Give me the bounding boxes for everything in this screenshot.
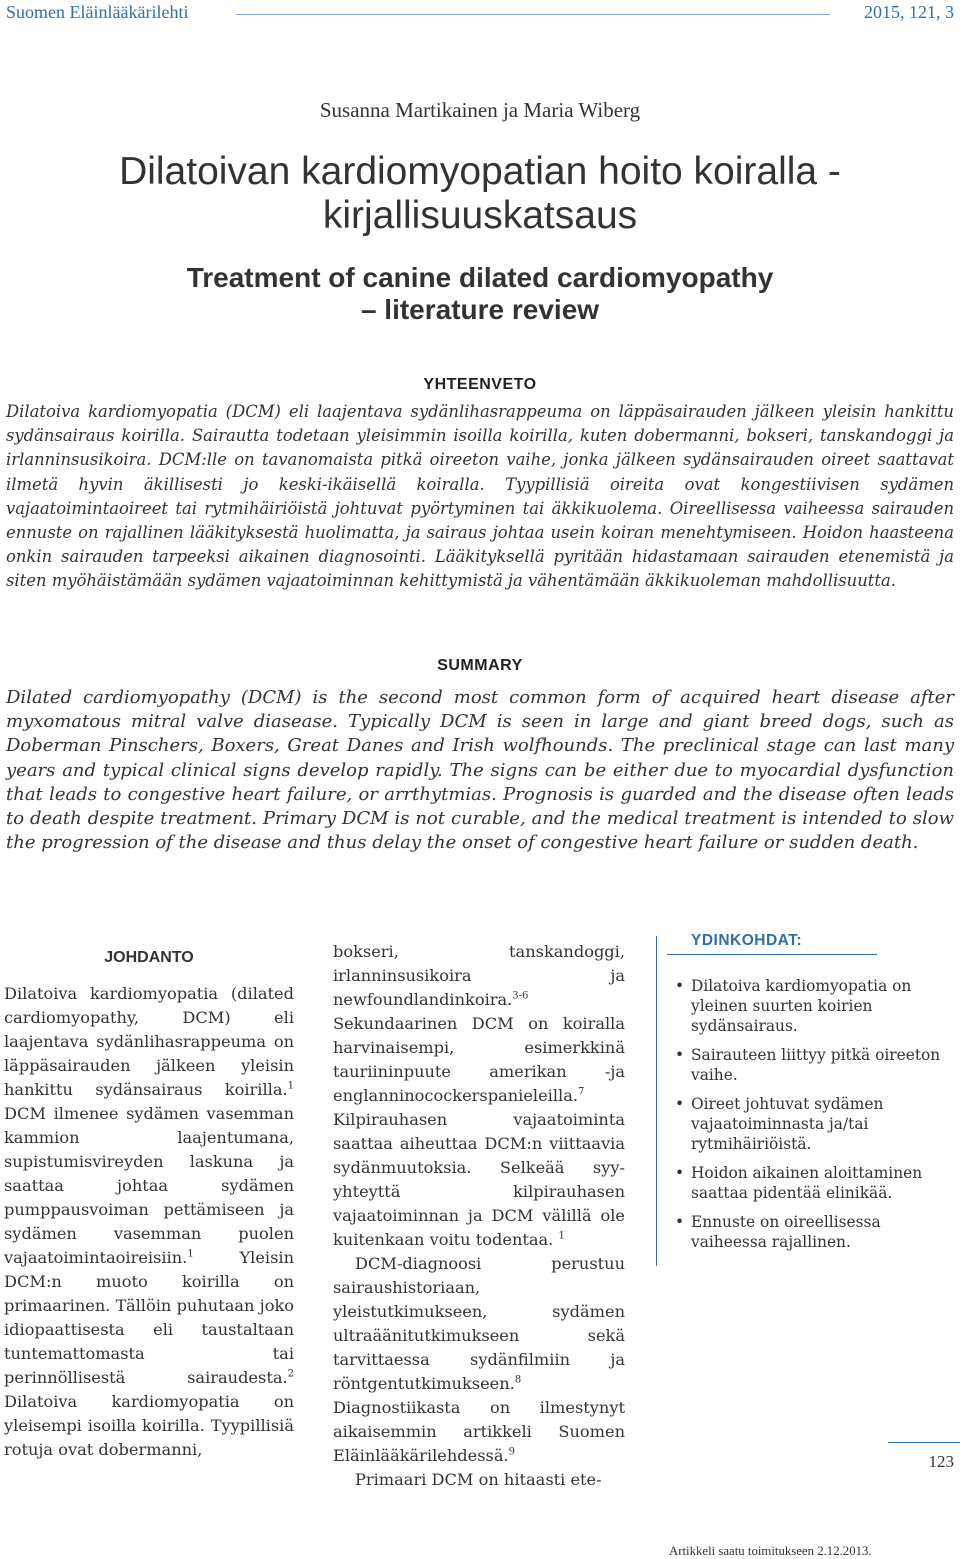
text-run: Diagnostiikasta on ilmestynyt aikaisemmin artikkeli Suomen Eläinlääkärilehdessä. xyxy=(333,1398,625,1465)
header-rule xyxy=(236,14,830,15)
johdanto-paragraph xyxy=(4,982,294,1462)
summary-text: Dilated cardiomyopathy (DCM) is the second most common form of acquired heart disease after myxomatous mitral valve diasease. Typically DCM is seen in large and giant breed dogs, such as Doberman Pinschers, Boxers, Great Danes and Irish wolfhounds. The preclinical stage can last many years and typical clinical signs develop rapidly. The signs can be either due to myocardial dysfunction that leads to congestive heart failure, or arrthytmias. Prognosis is guarded and the disease often leads to death despite treatment. Primary DCM is not curable, and the medical treatment is intended to slow the progression of the disease and thus delay the onset of congestive heart failure or sudden death. xyxy=(6,687,954,854)
text-run: DCM ilmenee sydämen vasemman kammion laajentumana, supistumisvireyden laskuna ja saattaa johtaa sydämen pumppausvoiman pettämiseen ja sydämen vasemman puolen vajaatoimintaoireisiin. xyxy=(4,1104,294,1267)
citation: 1 xyxy=(187,1248,194,1260)
keypoint-item: • Hoidon aikainen aloittaminen saattaa pidentää elinikää. xyxy=(675,1163,947,1203)
title-english-line2: – literature review xyxy=(360,294,600,325)
keypoint-item: • Oireet johtuvat sydämen vajaatoiminnasta ja/tai rytmihäiriöistä. xyxy=(675,1094,947,1154)
keypoint-item: • Sairauteen liittyy pitkä oireeton vaihe. xyxy=(675,1045,947,1085)
journal-name: Suomen Eläinlääkärilehti xyxy=(6,2,189,22)
citation: 8 xyxy=(514,1374,522,1386)
citation: 1 xyxy=(558,1230,565,1242)
title-finnish xyxy=(0,150,960,238)
text-run: Sekundaarinen DCM on koiralla harvinaisempi, esimerkkinä tauriininpuute amerikan -ja englanninocockerspanieleilla. xyxy=(333,1014,625,1105)
keypoints-heading: YDINKOHDAT: xyxy=(691,932,803,949)
keypoints-list xyxy=(675,976,947,1261)
title-finnish-text: Dilatoivan kardiomyopatian hoito koiralla - kirjallisuuskatsaus xyxy=(119,150,841,237)
johdanto-column xyxy=(4,940,294,1462)
text-run: Dilatoiva kardiomyopatia (dilated cardiomyopathy, DCM) eli laajentava sydänlihasrappeuma on läppäsairauden jälkeen yleisin hankittu sydänsairaus koirilla. xyxy=(4,984,294,1099)
title-english-line1: Treatment of canine dilated cardiomyopathy xyxy=(186,262,774,293)
keypoint-item: • Dilatoiva kardiomyopatia on yleinen suurten koirien sydänsairaus. xyxy=(675,976,947,1036)
text-run: DCM-diagnoosi perustuu sairaushistoriaan, yleistutkimukseen, sydämen ultraäänitutkimukseen sekä tarvittaessa sydänfilmiin ja röntgentutkimukseen. xyxy=(333,1254,625,1393)
received-date: Artikkeli saatu toimitukseen 2.12.2013. xyxy=(669,1544,872,1558)
running-header xyxy=(0,0,960,30)
keypoints-rule xyxy=(667,954,877,955)
middle-column xyxy=(333,940,625,1492)
text-run: Dilatoiva kardiomyopatia on yleisempi isoilla koirilla. Tyypillisiä rotuja ovat dobermanni, xyxy=(4,1392,294,1459)
citation: 2 xyxy=(287,1368,294,1380)
keypoint-item: • Ennuste on oireellisessa vaiheessa rajallinen. xyxy=(675,1212,947,1252)
page-number: 123 xyxy=(928,1452,954,1471)
citation: 3-6 xyxy=(512,990,529,1002)
authors: Susanna Martikainen ja Maria Wiberg xyxy=(319,98,641,122)
middle-paragraph-2 xyxy=(333,1252,625,1468)
issue-info: 2015, 121, 3 xyxy=(864,2,954,22)
citation: 9 xyxy=(508,1446,516,1458)
text-run: bokseri, tanskandoggi, irlanninsusikoira ja newfoundlandinkoira. xyxy=(333,942,625,1009)
summary-heading: SUMMARY xyxy=(437,657,523,674)
text-run: Kilpirauhasen vajaatoiminta saattaa aiheuttaa DCM:n viittaavia sydänmuutoksia. Selkeää syy-yhteyttä kilpirauhasen vajaatoiminnan ja DCM välillä ole kuitenkaan voitu todentaa. xyxy=(333,1110,625,1249)
title-english xyxy=(0,262,960,326)
yhteenveto-text: Dilatoiva kardiomyopatia (DCM) eli laajentava sydänlihasrappeuma on läppäsairauden jälkeen yleisin hankittu sydänsairaus koirilla. Sairautta todetaan yleisimmin isoilla koirilla, kuten dobermanni, bokseri, tanskandoggi ja irlanninsusikoira. DCM:lle on tavanomaista pitkä oireeton vaihe, jonka jälkeen sydänsairauden oireet saattavat ilmetä hyvin äkillisesti jo keski-ikäisellä koiralla. Tyypillisiä oireita ovat kongestiivisen sydämen vajaatoimintaoireet tai rytmihäiriöistä johtuvat pyörtyminen tai äkkikuolema. Oireellisessa vaiheessa sairauden ennuste on rajallinen lääkityksestä huolimatta, ja sairaus johtaa usein koiran menehtymiseen. Hoidon haasteena onkin sairauden tarpeeksi aikainen diagnosointi. Lääkityksellä pyritään hidastamaan sairauden etenemistä ja siten myöhäistämään sydämen vajaatoiminnan kehittymistä ja vähentämään äkkikuoleman mahdollisuutta. xyxy=(6,402,954,591)
citation: 7 xyxy=(578,1086,585,1098)
text-run: Yleisin DCM:n muoto koirilla on primaarinen. Tällöin puhutaan joko idiopaattisesta eli taustaltaan tuntemattomasta tai perinnöllisestä sairaudesta. xyxy=(4,1248,294,1387)
middle-paragraph-1 xyxy=(333,940,625,1252)
yhteenveto-heading: YHTEENVETO xyxy=(423,376,537,393)
johdanto-heading: JOHDANTO xyxy=(104,949,194,966)
middle-paragraph-3: Primaari DCM on hitaasti ete- xyxy=(355,1470,602,1489)
citation: 1 xyxy=(287,1080,294,1092)
page-number-rule xyxy=(888,1442,960,1443)
